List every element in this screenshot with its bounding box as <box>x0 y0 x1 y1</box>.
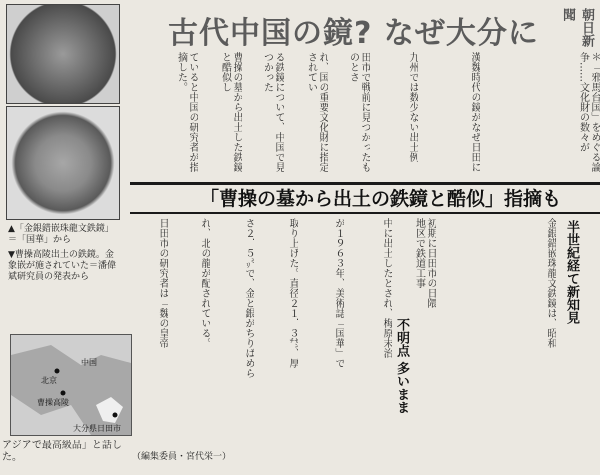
body-column: れ、北の龍が配されている。 <box>199 218 210 348</box>
map-capital: 北京 <box>41 376 57 385</box>
body-column: 曹操の墓から出土した鉄鏡と酷似し <box>219 52 242 172</box>
map-city: 大分県日田市 <box>73 424 121 433</box>
map-tomb: 曹操高陵 <box>37 398 69 407</box>
masthead: 朝日新聞 <box>560 8 594 47</box>
body-column: 中に出土したとされ、梅原末治 <box>381 218 392 358</box>
body-column: ていると中国の研究者が指摘した。 <box>175 52 198 172</box>
sub-headline: 「曹操の墓から出土の鉄鏡と酷似」指摘も <box>200 188 562 210</box>
body-column: れ、国の重要文化財に指定されてい <box>305 52 328 172</box>
main-headline: 古代中国の鏡? なぜ大分に <box>168 16 539 51</box>
byline: （編集委員・宮代栄一） <box>132 452 232 462</box>
subhead-half-century: 半世紀経て新知見 <box>564 220 579 324</box>
body-column: 初期に日田市の日隈地区で鉄道工事 <box>413 218 436 308</box>
body-column: アジアで最高級品」と話した。 <box>2 440 122 463</box>
body-column: る鉄鏡について、中国で見つかった <box>261 52 284 172</box>
body-column: 漢魏時代の鏡がなぜ日田に <box>469 52 480 172</box>
body-column: が１９６３年、美術誌「国華」で <box>333 218 344 368</box>
body-column: 取り上げた。直径２１．３㌢、厚 <box>287 218 298 368</box>
location-map <box>10 334 132 436</box>
subhead-unclear: 不明点 多いまま <box>394 318 409 414</box>
caption-top: ▲「金銀錯嵌珠龍文鉄鏡」＝「国華」から <box>8 224 114 245</box>
body-column: 金銀錯嵌珠龍文鉄鏡は、昭和 <box>545 218 556 348</box>
mirror-photo-top <box>6 4 120 104</box>
mirror-photo-bottom <box>6 106 120 220</box>
map-country: 中国 <box>81 358 97 367</box>
rule-bottom <box>130 212 600 214</box>
body-column: ＊「邪馬台国」をめぐる論争……文化財の数々が <box>577 52 600 172</box>
body-column: さ２．５㍉で、金と銀がちりばめら <box>243 218 254 378</box>
body-column: 田市で戦前に見つかったものとさ <box>347 52 370 172</box>
body-column: 九州では数少ない出土例 <box>407 52 418 162</box>
caption-bottom: ▼曹操高陵出土の鉄鏡。金象嵌が施されていた＝潘偉斌研究員の発表から <box>8 250 117 282</box>
body-column: 日田市の研究者は「魏の皇帝 <box>157 218 168 348</box>
